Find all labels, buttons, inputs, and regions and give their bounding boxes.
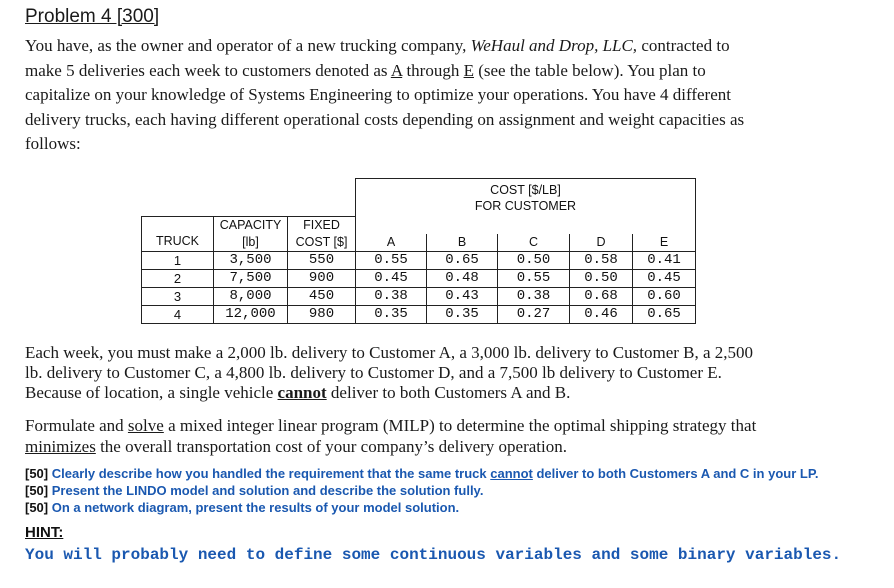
- intro-text: make 5 deliveries each week to customers denoted as: [25, 60, 391, 80]
- cost-c: 0.38: [498, 287, 570, 305]
- truck-header: TRUCK: [142, 216, 214, 251]
- cost-c: 0.50: [498, 251, 570, 269]
- cost-header-label: FOR CUSTOMER: [474, 199, 577, 213]
- customer-header-d: D: [570, 234, 633, 252]
- intro-text: You have, as the owner and operator of a new trucking company,: [25, 36, 471, 55]
- cost-a: 0.38: [356, 287, 427, 305]
- truck-capacity: 8,000: [214, 287, 288, 305]
- truck-capacity: 7,500: [214, 269, 288, 287]
- truck-fixed-cost: 450: [288, 287, 356, 305]
- cost-b: 0.48: [427, 269, 498, 287]
- cost-d: 0.68: [570, 287, 633, 305]
- task-item: [25, 499, 459, 516]
- task-text: Clearly describe how you handled the requirement that the same truck: [48, 466, 491, 481]
- cost-a: 0.35: [356, 305, 427, 323]
- truck-fixed-cost: 980: [288, 305, 356, 323]
- truck-capacity: 12,000: [214, 305, 288, 323]
- intro-paragraph: [25, 34, 885, 157]
- task-text: Present the LINDO model and solution and describe the solution fully.: [48, 483, 484, 498]
- company-name: WeHaul and Drop, LLC,: [470, 36, 638, 55]
- formulate-text: the overall transportation cost of your company’s delivery operation.: [95, 437, 567, 456]
- solve-emphasis: solve: [127, 416, 164, 435]
- truck-fixed-cost: 550: [288, 251, 356, 269]
- cost-e: 0.65: [633, 305, 696, 323]
- truck-id: 2: [142, 269, 214, 287]
- task-cannot-emphasis: cannot: [490, 466, 533, 481]
- hint-label: HINT:: [25, 524, 64, 541]
- table-row: [142, 269, 696, 287]
- intro-text: (see the table below). You plan to: [473, 60, 706, 80]
- weekly-text: deliver to both Customers A and B.: [326, 383, 571, 402]
- formulate-text: Formulate and: [25, 416, 128, 435]
- fixed-cost-header: FIXED: [288, 216, 356, 234]
- capacity-unit: [lb]: [214, 234, 288, 252]
- table-row: [142, 287, 696, 305]
- cost-c: 0.27: [498, 305, 570, 323]
- intro-text: delivery trucks, each having different operational costs depending on assignment and weight capacities as: [25, 109, 745, 129]
- table-row: [142, 305, 696, 323]
- cost-b: 0.35: [427, 305, 498, 323]
- fixed-cost-unit: COST [$]: [288, 234, 356, 252]
- intro-text: follows:: [25, 134, 81, 153]
- cost-d: 0.58: [570, 251, 633, 269]
- task-text: On a network diagram, present the results of your model solution.: [48, 500, 460, 515]
- truck-cost-table: [141, 178, 696, 324]
- cost-e: 0.60: [633, 287, 696, 305]
- minimizes-emphasis: minimizes: [25, 437, 96, 456]
- cost-e: 0.41: [633, 251, 696, 269]
- cost-d: 0.50: [570, 269, 633, 287]
- weekly-deliveries-paragraph: [25, 343, 885, 403]
- task-points: [50]: [25, 483, 49, 498]
- intro-text: through: [402, 60, 464, 80]
- hint-text: You will probably need to define some continuous variables and some binary variables.: [25, 546, 842, 564]
- customer-header-e: E: [633, 234, 696, 252]
- cost-b: 0.65: [427, 251, 498, 269]
- formulate-paragraph: [25, 415, 885, 457]
- customer-a-ref: A: [390, 60, 403, 80]
- capacity-header: CAPACITY: [214, 216, 288, 234]
- intro-text: contracted to: [637, 36, 730, 55]
- cannot-emphasis: cannot: [277, 383, 327, 402]
- truck-fixed-cost: 900: [288, 269, 356, 287]
- cost-group-header: [356, 179, 696, 217]
- formulate-text: a mixed integer linear program (MILP) to determine the optimal shipping strategy that: [163, 416, 757, 435]
- task-points: [50]: [25, 466, 49, 481]
- truck-id: 4: [142, 305, 214, 323]
- problem-title: Problem 4 [300]: [25, 6, 160, 27]
- cost-d: 0.46: [570, 305, 633, 323]
- cost-e: 0.45: [633, 269, 696, 287]
- customer-header-b: B: [427, 234, 498, 252]
- truck-capacity: 3,500: [214, 251, 288, 269]
- truck-id: 1: [142, 251, 214, 269]
- task-item: [25, 465, 818, 482]
- weekly-text: Because of location, a single vehicle: [25, 383, 278, 402]
- cost-header-label: COST [$/LB]: [490, 183, 561, 197]
- customer-e-ref: E: [463, 60, 474, 80]
- customer-header-c: C: [498, 234, 570, 252]
- truck-id: 3: [142, 287, 214, 305]
- table-spacer: [142, 179, 356, 217]
- table-row: [142, 251, 696, 269]
- cost-c: 0.55: [498, 269, 570, 287]
- cost-a: 0.45: [356, 269, 427, 287]
- cost-group-gap: [356, 216, 696, 234]
- customer-header-a: A: [356, 234, 427, 252]
- weekly-text: lb. delivery to Customer C, a 4,800 lb. delivery to Customer D, and a 7,500 lb delivery to Customer E.: [25, 363, 722, 382]
- task-item: [25, 482, 483, 499]
- intro-text: capitalize on your knowledge of Systems Engineering to optimize your operations. You have 4 different: [25, 85, 731, 104]
- task-points: [50]: [25, 500, 49, 515]
- cost-a: 0.55: [356, 251, 427, 269]
- cost-b: 0.43: [427, 287, 498, 305]
- weekly-text: Each week, you must make a 2,000 lb. delivery to Customer A, a 3,000 lb. delivery to Customer B, a 2,500: [25, 343, 754, 362]
- task-text: deliver to both Customers A and C in your LP.: [532, 466, 819, 481]
